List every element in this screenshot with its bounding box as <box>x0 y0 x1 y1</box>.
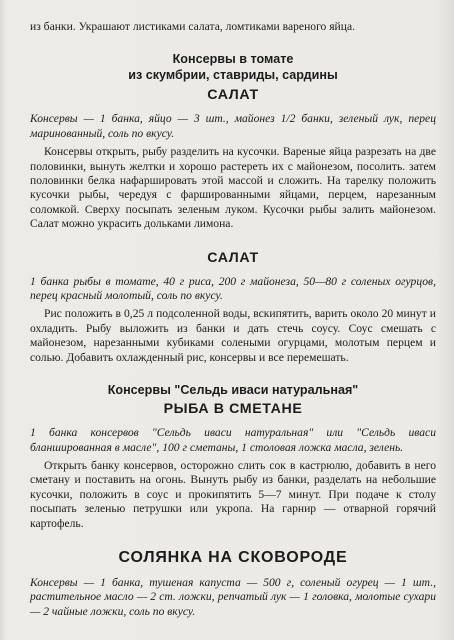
recipe3-ingredients: 1 банка консервов "Сельдь иваси натуральная" или "Сельдь иваси бланшированная в масле", 100 г сметаны, 1 столовая ложка масла, зелень. <box>30 426 436 454</box>
recipe1-method: Консервы открыть, рыбу разделить на кусочки. Вареные яйца разрезать на две половинки, вынуть желтки и хорошо растереть их с майонезом, посолить. затем половинки белка нафаршировать этой массой и сложить. На тарелку положить кусочки рыбы, чередуя с фаршированными яйцами, перцем, нарезанным соломкой. Сверху посыпать зеленым луком. Кусочки рыбы залить майонезом. Салат можно украсить дольками лимона. <box>30 145 436 231</box>
recipe4-title: СОЛЯНКА НА СКОВОРОДЕ <box>118 548 348 566</box>
section1-subtitle-line1: Консервы в томате <box>172 52 294 67</box>
section2-subtitle: Консервы "Сельдь иваси натуральная" <box>107 383 359 398</box>
recipe3-method: Открыть банку консервов, осторожно слить сок в кастрюлю, добавить в него сметану и поставить на огонь. Вынуть рыбу из банки, разделать на небольшие кусочки, положить в соус и прокипятить 5—7 минут. При подаче к столу посыпать зеленью петрушки или укропа. На гарнир — отварной горячий картофель. <box>30 458 436 530</box>
recipe2-ingredients: 1 банка рыбы в томате, 40 г риса, 200 г майонеза, 50—80 г соленых огурцов, перец красный молотый, соль по вкусу. <box>30 274 436 303</box>
recipe4-ingredients: Консервы — 1 банка, тушеная капуста — 500 г, соленый огурец — 1 шт., растительное масло — 2 ст. ложки, репчатый лук — 1 головка, молотые сухари — 2 чайные ложки, соль по вкусу. <box>30 575 436 618</box>
intro-tail-text: из банки. Украшают листиками салата, ломтиками вареного яйца. <box>30 20 356 33</box>
recipe2-method: Рис положить в 0,25 л подсоленной воды, вскипятить, варить около 20 минут и охладить. Рыбу выложить из банки и дать стечь соусу. Соус смешать с майонезом, нарезанными кубиками солеными огурцами, молотым перцем и солью. Добавить охлажденный рис, консервы и все перемешать. <box>30 307 436 364</box>
recipe2-title: САЛАТ <box>207 249 259 266</box>
section1-subtitle-line2: из скумбрии, ставриды, сардины <box>128 68 338 83</box>
recipe1-title: САЛАТ <box>207 87 259 104</box>
recipe3-title: РЫБА В СМЕТАНЕ <box>163 401 303 418</box>
recipe1-ingredients: Консервы — 1 банка, яйцо — 3 шт., майонез 1/2 банки, зеленый лук, перец маринованный, соль по вкусу. <box>30 112 436 140</box>
